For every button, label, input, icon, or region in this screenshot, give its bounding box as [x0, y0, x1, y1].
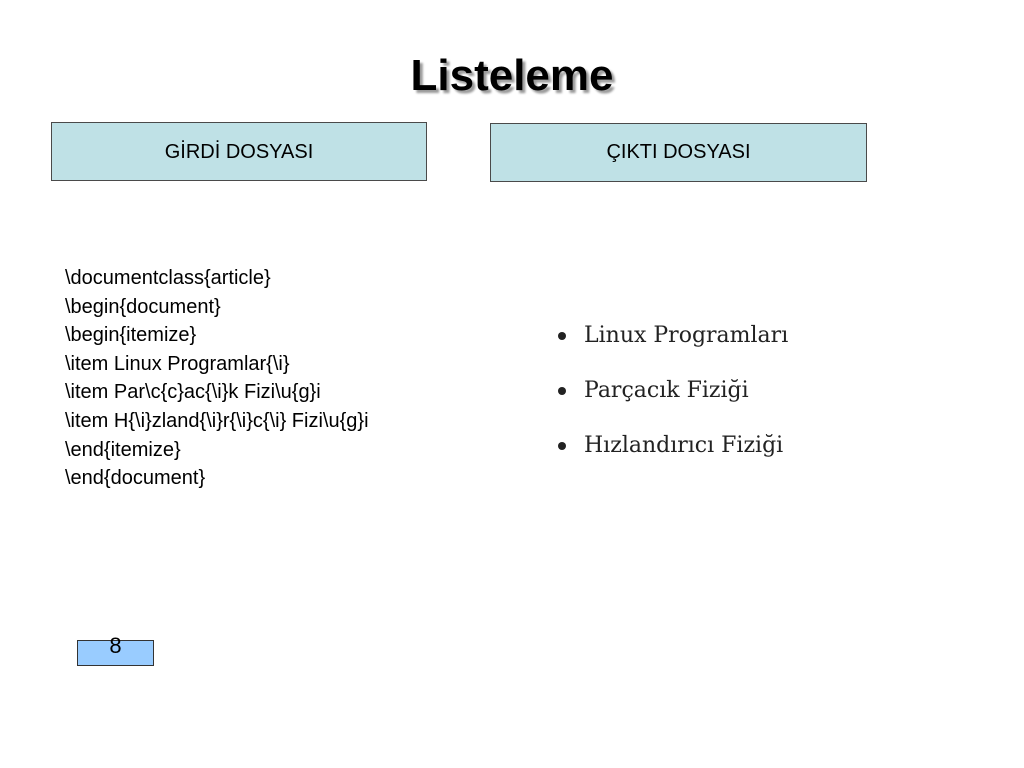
bullet-icon — [558, 442, 566, 450]
list-item-text: Linux Programları — [584, 323, 789, 348]
source-line: \item H{\i}zland{\i}r{\i}c{\i} Fizi\u{g}i — [65, 409, 369, 432]
rendered-bullet-list — [556, 318, 788, 483]
bullet-icon — [558, 332, 566, 340]
source-line: \begin{itemize} — [65, 324, 197, 347]
list-item-text: Parçacık Fiziği — [584, 378, 749, 403]
source-line: \item Linux Programlar{\i} — [65, 352, 290, 375]
list-item-text: Hızlandırıcı Fiziği — [584, 433, 784, 458]
source-line: \item Par\c{c}ac{\i}k Fizi\u{g}i — [65, 381, 321, 404]
bullet-icon — [558, 387, 566, 395]
source-line: \end{itemize} — [65, 438, 181, 461]
source-line: \end{document} — [65, 467, 206, 490]
latex-source-code — [65, 264, 369, 493]
page-number-box — [77, 633, 154, 666]
list-item — [556, 373, 788, 428]
list-item — [556, 428, 788, 483]
output-file-header: ÇIKTI DOSYASI — [490, 123, 867, 182]
source-line: \begin{document} — [65, 295, 221, 318]
slide-title: Listeleme — [410, 51, 614, 100]
page-number: 8 — [109, 633, 122, 658]
list-item — [556, 318, 788, 373]
source-line: \documentclass{article} — [65, 267, 271, 289]
input-file-header: GİRDİ DOSYASI — [51, 122, 427, 181]
